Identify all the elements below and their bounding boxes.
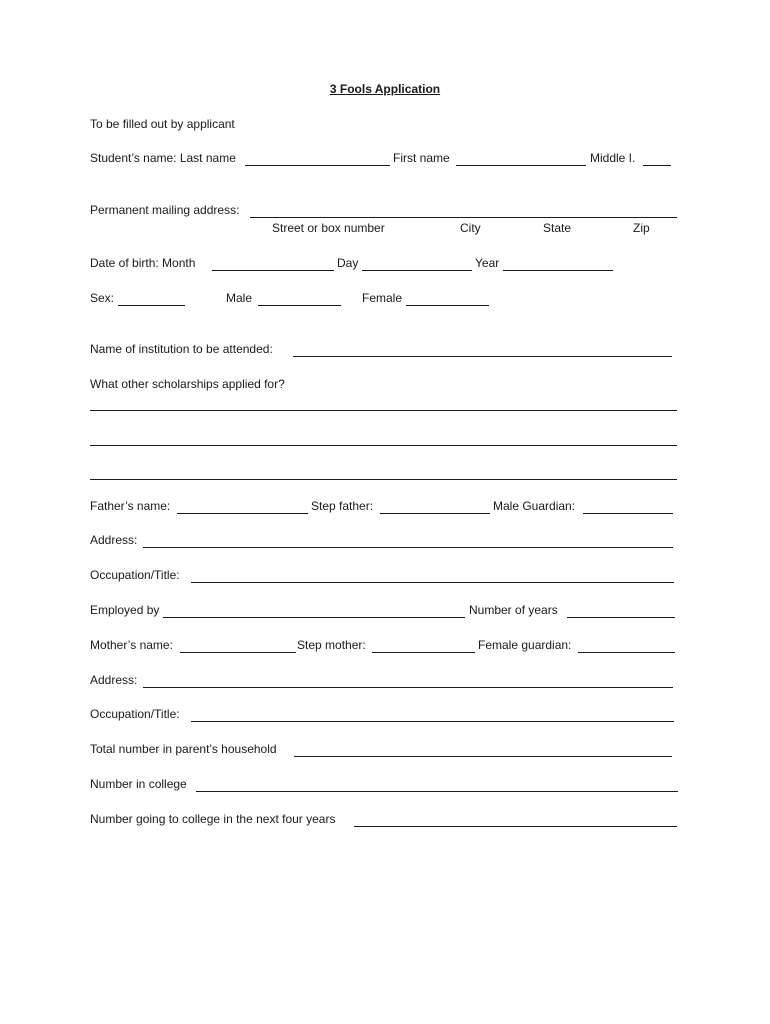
scholarships-line-3[interactable] — [90, 479, 677, 480]
college-field[interactable] — [196, 776, 678, 792]
dob-month-field[interactable] — [212, 255, 334, 271]
father-name-label: Father’s name: — [90, 499, 171, 513]
city-sublabel: City — [460, 221, 481, 235]
mother-name-field[interactable] — [180, 637, 296, 653]
dob-year-label: Year — [475, 256, 500, 270]
student-last-name-label: Student’s name: Last name — [90, 151, 236, 165]
institution-field[interactable] — [293, 341, 672, 357]
college-label: Number in college — [90, 777, 187, 791]
last-name-field[interactable] — [245, 150, 390, 166]
dob-year-field[interactable] — [503, 255, 613, 271]
father-occupation-label: Occupation/Title: — [90, 568, 180, 582]
male-label: Male — [226, 291, 253, 305]
father-name-field[interactable] — [177, 498, 308, 514]
zip-sublabel: Zip — [633, 221, 650, 235]
form-title: 3 Fools Application — [329, 82, 441, 96]
first-name-label: First name — [393, 151, 450, 165]
male-field[interactable] — [258, 290, 341, 306]
step-father-field[interactable] — [380, 498, 490, 514]
household-label: Total number in parent’s household — [90, 742, 277, 756]
instruction-text: To be filled out by applicant — [90, 117, 235, 131]
first-name-field[interactable] — [456, 150, 586, 166]
dob-day-field[interactable] — [362, 255, 472, 271]
female-label: Female — [362, 291, 403, 305]
scholarships-line-1[interactable] — [90, 410, 677, 411]
step-mother-label: Step mother: — [297, 638, 366, 652]
mother-address-label: Address: — [90, 673, 138, 687]
middle-initial-field[interactable] — [643, 150, 671, 166]
mother-occupation-field[interactable] — [191, 706, 674, 722]
mailing-address-field[interactable] — [250, 202, 677, 218]
sex-label: Sex: — [90, 291, 115, 305]
step-father-label: Step father: — [311, 499, 374, 513]
employed-by-field[interactable] — [163, 602, 465, 618]
future-college-field[interactable] — [354, 811, 677, 827]
scholarships-label: What other scholarships applied for? — [90, 377, 285, 391]
father-address-label: Address: — [90, 533, 138, 547]
middle-initial-label: Middle I. — [590, 151, 636, 165]
female-field[interactable] — [406, 290, 489, 306]
father-occupation-field[interactable] — [191, 567, 674, 583]
years-label: Number of years — [469, 603, 558, 617]
mother-address-field[interactable] — [143, 672, 673, 688]
female-guardian-label: Female guardian: — [478, 638, 572, 652]
mother-name-label: Mother’s name: — [90, 638, 173, 652]
female-guardian-field[interactable] — [578, 637, 675, 653]
step-mother-field[interactable] — [372, 637, 475, 653]
dob-month-label: Date of birth: Month — [90, 256, 196, 270]
male-guardian-label: Male Guardian: — [493, 499, 576, 513]
scholarships-line-2[interactable] — [90, 445, 677, 446]
sex-field[interactable] — [118, 290, 185, 306]
years-field[interactable] — [567, 602, 675, 618]
institution-label: Name of institution to be attended: — [90, 342, 273, 356]
mailing-address-label: Permanent mailing address: — [90, 203, 240, 217]
dob-day-label: Day — [337, 256, 359, 270]
male-guardian-field[interactable] — [583, 498, 673, 514]
future-college-label: Number going to college in the next four years — [90, 812, 336, 826]
street-sublabel: Street or box number — [272, 221, 385, 235]
state-sublabel: State — [543, 221, 572, 235]
father-address-field[interactable] — [143, 532, 673, 548]
household-field[interactable] — [294, 741, 672, 757]
employed-by-label: Employed by — [90, 603, 160, 617]
mother-occupation-label: Occupation/Title: — [90, 707, 180, 721]
